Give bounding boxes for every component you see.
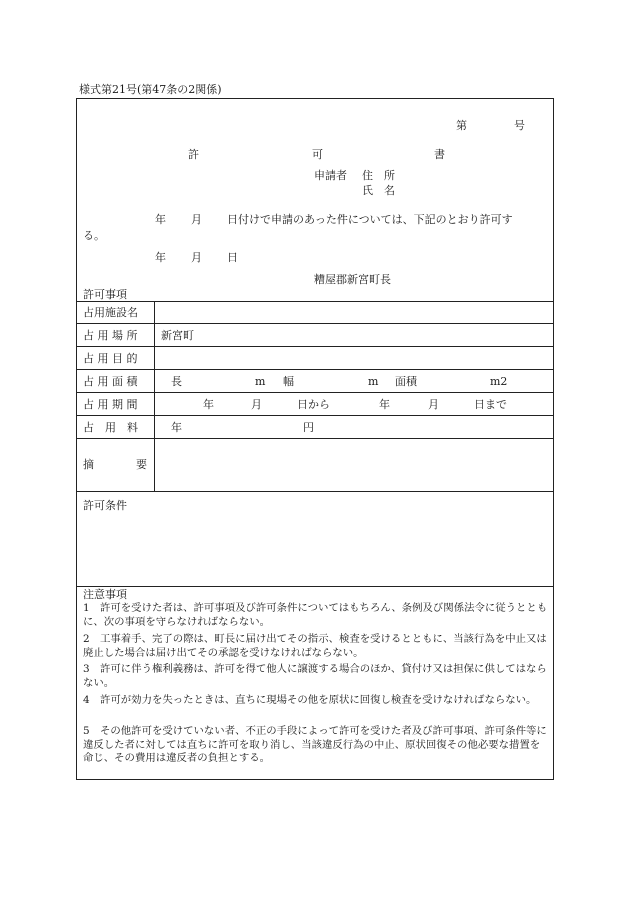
note-item-5: 5 その他許可を受けていない者、不正の手段によって許可を受けた者及び許可事項、許可条件等に違反した者に対しては直ちに許可を取り消し、当該違反行為の中止、原状回復その他必要な措置を命じ、その費用は違反者の負担とする。 (83, 725, 547, 764)
location-value: 新宮町 (161, 329, 194, 342)
note-item-4: 4 許可が効力を失ったときは、直ちに現場その他を原状に回復し検査を受けなければならない。 (83, 694, 537, 706)
facility-label: 占用施設名 (83, 306, 138, 319)
period-label: 占 用 期 間 (83, 398, 138, 411)
note-item-2: 2 工事着手、完了の際は、町長に届け出てその指示、検査を受けるとともに、当該行為を中止又は廃止した場合は届け出てその承認を受けなければならない。 (83, 633, 547, 659)
date-month: 月 (191, 251, 202, 264)
name-label: 氏 名 (362, 184, 395, 197)
area-length-label: 長 (171, 375, 182, 388)
area-unit: m2 (490, 375, 508, 388)
fee-yen: 円 (303, 421, 314, 434)
area-m2: m (368, 375, 379, 388)
notes-title: 注意事項 (83, 588, 127, 601)
area-m1: m (255, 375, 266, 388)
body-text-line2: る。 (83, 229, 105, 242)
title-char-1: 許 (188, 148, 199, 161)
period-year2: 年 (379, 398, 390, 411)
form-code: 様式第21号(第47条の2関係) (79, 83, 222, 96)
date-day: 日 (227, 251, 238, 264)
permit-items-label: 許可事項 (83, 288, 127, 301)
permit-form (76, 98, 554, 780)
issuer: 糟屋郡新宮町長 (314, 273, 391, 286)
period-month1: 月 (251, 398, 262, 411)
body-month: 月 (191, 213, 202, 226)
remarks-label-1: 摘 (83, 458, 94, 471)
location-label: 占 用 場 所 (83, 329, 138, 342)
area-size-label: 面積 (395, 375, 417, 388)
note-item-3: 3 許可に伴う権利義務は、許可を得て他人に譲渡する場合のほか、貸付け又は担保に供してはならない。 (83, 663, 547, 689)
body-text-line1: 日付けで申請のあった件については、下記のとおり許可す (227, 213, 513, 226)
period-from: 日から (297, 398, 330, 411)
purpose-label: 占 用 目 的 (83, 352, 138, 365)
remarks-label-2: 要 (136, 458, 147, 471)
applicant-label: 申請者 (314, 169, 347, 182)
number-prefix: 第 (456, 119, 467, 132)
title-char-3: 書 (434, 148, 445, 161)
number-suffix: 号 (514, 119, 525, 132)
fee-label: 占 用 料 (83, 421, 138, 434)
area-width-label: 幅 (283, 375, 294, 388)
area-label: 占 用 面 積 (83, 375, 138, 388)
conditions-label: 許可条件 (83, 499, 127, 512)
fee-year: 年 (171, 421, 182, 434)
title-char-2: 可 (312, 148, 323, 161)
period-year1: 年 (203, 398, 214, 411)
note-item-1: 1 許可を受けた者は、許可事項及び許可条件についてはもちろん、条例及び関係法令に従うとともに、次の事項を守らなければならない。 (83, 602, 548, 628)
date-year: 年 (155, 251, 166, 264)
period-month2: 月 (428, 398, 439, 411)
period-to: 日まで (474, 398, 507, 411)
address-label: 住 所 (362, 169, 395, 182)
body-year: 年 (155, 213, 166, 226)
